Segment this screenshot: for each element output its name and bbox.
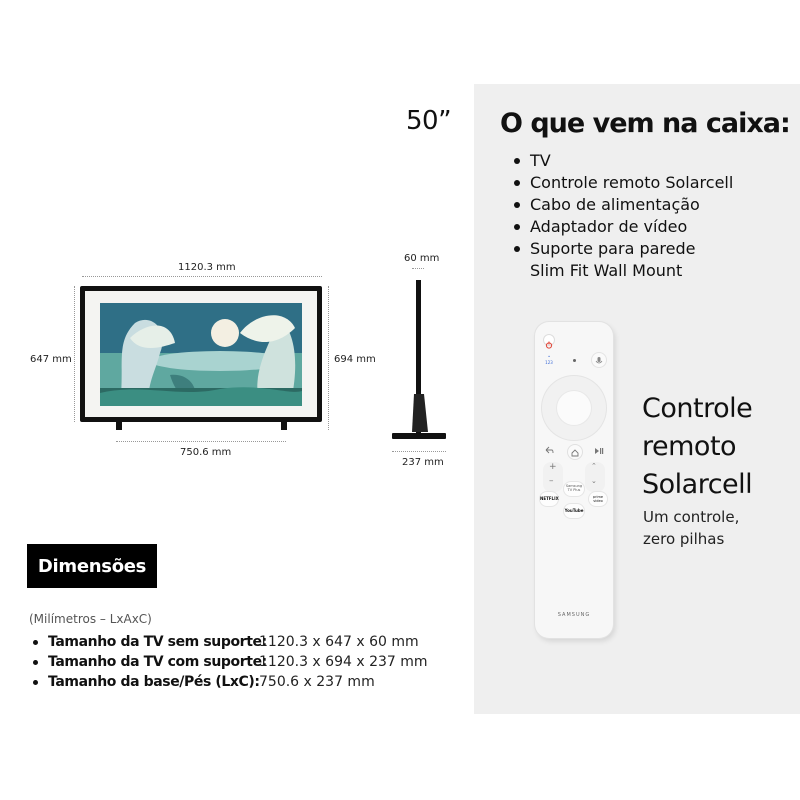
mic-led [573,359,576,362]
list-item: Controle remoto Solarcell [514,172,733,194]
ok-button [557,391,591,425]
feet-span-label: 750.6 mm [180,447,232,458]
box-contents-title: O que vem na caixa: [500,108,790,139]
voice-button [591,352,607,368]
dimension-specs [33,632,428,692]
height-dimension-line [74,286,75,422]
back-button [543,442,555,454]
depth-top-line [412,268,424,269]
play-pause-button [593,442,605,454]
spec-label: Tamanho da TV com suporte: [48,654,267,670]
netflix-button: NETFLIX [540,492,558,506]
youtube-button: YouTube [564,504,584,518]
volume-rocker [543,462,563,492]
spec-value: 1120.3 x 694 x 237 mm [259,654,428,670]
height-with-stand-line [328,286,329,430]
tv-front-view [80,286,322,422]
spec-row [33,672,428,692]
height-no-stand-label: 647 mm [30,354,72,365]
tv-artwork [100,303,302,406]
spec-value: 1120.3 x 647 x 60 mm [259,634,419,650]
spec-row [33,652,428,672]
direction-pad [542,376,606,440]
width-dimension-line [82,276,322,277]
power-icon [544,340,554,350]
screen-size-label: 50” [406,106,452,136]
units-note: (Milímetros – LxAxC) [29,612,152,626]
samsung-tv-plus-button: Samsung TV Plus [564,482,584,496]
channel-up-icon: ⌃ [591,462,597,470]
depth-base-label: 237 mm [402,457,444,468]
back-icon [543,445,555,457]
spec-label: Tamanho da base/Pés (LxC): [48,674,260,690]
remote-title-line: Controle [642,393,753,424]
height-with-stand-label: 694 mm [334,354,376,365]
power-button [543,334,555,346]
solarcell-remote [535,322,613,638]
remote-subtitle [643,506,739,550]
play-pause-icon [593,445,605,457]
width-label: 1120.3 mm [178,262,236,273]
spec-label: Tamanho da TV sem suporte: [48,634,267,650]
list-item: Suporte para parede [514,238,733,260]
home-button [567,444,583,460]
list-item: Adaptador de vídeo [514,216,733,238]
microphone-icon [592,354,606,368]
remote-subtitle-line: Um controle, [643,508,740,526]
list-item-continuation: Slim Fit Wall Mount [530,261,683,280]
remote-subtitle-line: zero pilhas [643,530,725,548]
tv-foot-right [281,420,287,430]
home-icon [568,446,582,460]
depth-base-line [392,451,446,452]
spec-value: 750.6 x 237 mm [259,674,375,690]
dimensions-badge: Dimensões [27,544,157,588]
remote-title-line: Solarcell [642,469,753,500]
remote-title-line: remoto [642,431,737,462]
remote-title [642,390,752,504]
tv-mat [85,291,317,417]
volume-down-icon: – [549,476,554,486]
number-pad-icon: • 123 [545,354,553,365]
spec-row [33,632,428,652]
feet-dimension-line [116,441,286,442]
channel-rocker [585,462,605,492]
list-item: Cabo de alimentação [514,194,733,216]
channel-down-icon: ⌄ [591,477,597,485]
prime-video-button: prime video [589,492,607,506]
tv-side-view [386,276,450,446]
tv-foot-left [116,420,122,430]
list-item: TV [514,150,733,172]
depth-top-label: 60 mm [404,253,440,264]
box-contents-list [514,150,733,282]
volume-up-icon: + [549,462,557,472]
remote-brand: SAMSUNG [557,612,591,618]
